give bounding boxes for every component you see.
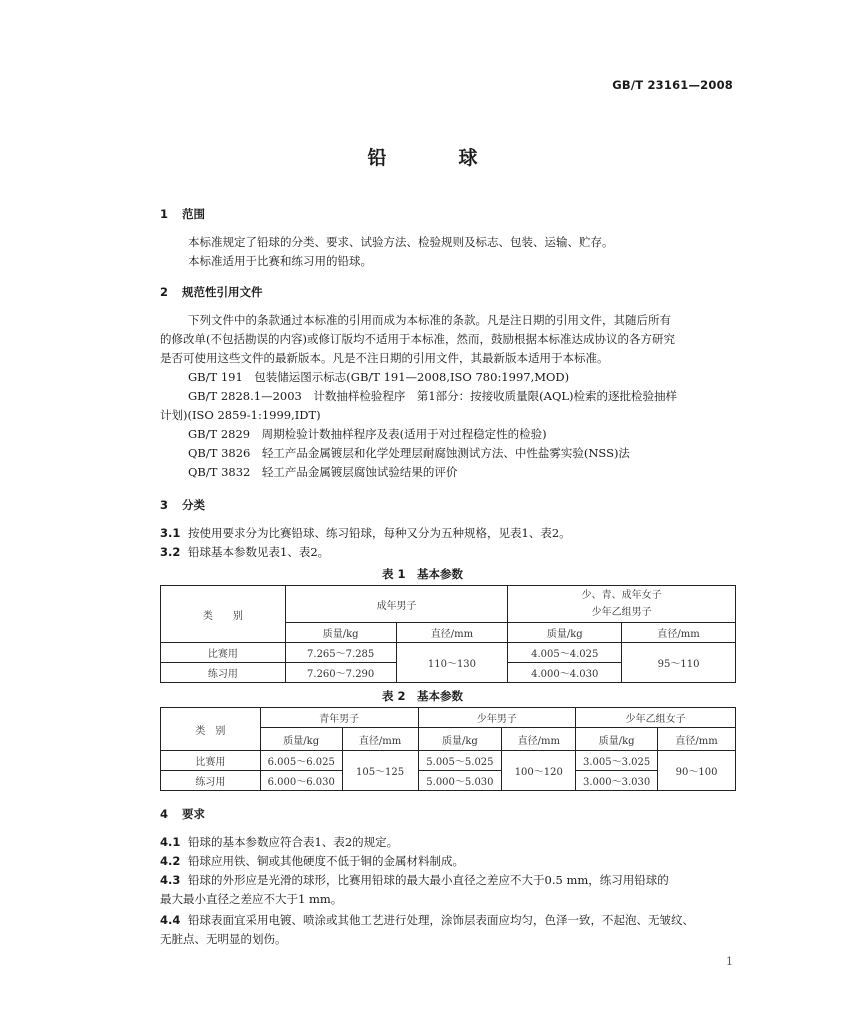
- clause-text: 铅球的外形应是光滑的球形，比赛用铅球的最大最小直径之差应不大于0.5 mm，练习用铅球的: [188, 873, 669, 887]
- clause-text: 铅球表面宜采用电镀、喷涂或其他工艺进行处理，涂饰层表面应均匀，色泽一致，不起泡、无皱纹、: [188, 913, 694, 927]
- mass-value: 3.000～3.030: [576, 771, 658, 791]
- table-2-caption: 表 2 基本参数: [381, 689, 463, 703]
- clause-number: 4.3: [160, 873, 181, 887]
- category-header: 类 别: [161, 586, 286, 643]
- diameter-header: 直径/mm: [502, 728, 576, 751]
- group-header-women-juniors: [508, 586, 736, 623]
- diameter-value: 95～110: [622, 643, 736, 683]
- standard-number: GB/T 23161—2008: [612, 78, 733, 92]
- group-header-line-1: 少、青、成年女子: [581, 590, 662, 601]
- clause-text: 按使用要求分为比赛铅球、练习铅球，每种又分为五种规格，见表1、表2。: [188, 526, 571, 540]
- clause-3-1: [160, 524, 740, 543]
- section-title: 范围: [182, 207, 205, 221]
- clause-text: 铅球的基本参数应符合表1、表2的规定。: [188, 835, 399, 849]
- group-header-adult-men: 成年男子: [285, 586, 508, 623]
- row-label: 比赛用: [161, 751, 261, 771]
- reference-gbt-191: GB/T 191 包装储运图示标志(GB/T 191—2008,ISO 780:1997,MOD): [188, 370, 570, 384]
- reference-qbt-3832: QB/T 3832 轻工产品金属镀层腐蚀试验结果的评价: [188, 465, 458, 479]
- table-2: [160, 707, 736, 791]
- section-2-intro-line-1: 下列文件中的条款通过本标准的引用而成为本标准的条款。凡是注日期的引用文件，其随后所有: [188, 313, 671, 327]
- diameter-value: 105～125: [342, 751, 418, 791]
- reference-qbt-3826: QB/T 3826 轻工产品金属镀层和化学处理层耐腐蚀测试方法、中性盐雾实验(NSS)法: [188, 446, 630, 460]
- clause-text: 铅球应用铁、铜或其他硬度不低于铜的金属材料制成。: [188, 854, 464, 868]
- mass-header: 质量/kg: [260, 728, 342, 751]
- group-header-youth-men: 青年男子: [260, 708, 418, 728]
- row-label: 练习用: [161, 771, 261, 791]
- mass-header: 质量/kg: [285, 623, 396, 643]
- diameter-header: 直径/mm: [396, 623, 508, 643]
- mass-value: 5.000～5.030: [418, 771, 502, 791]
- mass-value: 7.265～7.285: [285, 643, 396, 663]
- section-number: 1: [160, 207, 169, 221]
- section-3-heading: [160, 497, 205, 513]
- clause-number: 3.2: [160, 545, 181, 559]
- section-number: 3: [160, 498, 169, 512]
- group-header-junior-girls-b: 少年乙组女子: [576, 708, 736, 728]
- diameter-header: 直径/mm: [622, 623, 736, 643]
- group-header-line-2: 少年乙组男子: [591, 607, 652, 618]
- section-2-intro-line-2: 的修改单(不包括勘误的内容)或修订版均不适用于本标准，然而，鼓励根据本标准达成协议的各方研究: [160, 332, 675, 346]
- section-2-intro-line-3: 是否可使用这些文件的最新版本。凡是不注日期的引用文件，其最新版本适用于本标准。: [160, 351, 609, 365]
- mass-header: 质量/kg: [576, 728, 658, 751]
- diameter-value: 110～130: [396, 643, 508, 683]
- section-1-paragraph-2: 本标准适用于比赛和练习用的铅球。: [188, 254, 372, 268]
- reference-gbt-2828-line-2: 计划)(ISO 2859-1:1999,IDT): [160, 408, 321, 422]
- diameter-header: 直径/mm: [342, 728, 418, 751]
- mass-value: 3.005～3.025: [576, 751, 658, 771]
- clause-4-4-continued: 无脏点、无明显的划伤。: [160, 932, 287, 946]
- table-1: [160, 585, 736, 683]
- title-char-1: 铅: [367, 147, 387, 169]
- group-header-junior-boys: 少年男子: [418, 708, 576, 728]
- mass-value: 4.005～4.025: [508, 643, 622, 663]
- diameter-value: 90～100: [658, 751, 736, 791]
- clause-3-2: [160, 543, 740, 562]
- clause-4-4: [160, 911, 740, 930]
- document-title: [0, 143, 845, 170]
- section-number: 4: [160, 807, 169, 821]
- section-2-heading: [160, 284, 263, 300]
- row-label: 练习用: [161, 663, 286, 683]
- diameter-value: 100～120: [502, 751, 576, 791]
- table-row: [161, 643, 736, 663]
- category-header: 类 别: [161, 708, 261, 751]
- clause-4-2: [160, 852, 740, 871]
- clause-4-3: [160, 871, 740, 890]
- reference-gbt-2828-line-1: GB/T 2828.1—2003 计数抽样检验程序 第1部分：按接收质量限(AQL)检索的逐批检验抽样: [188, 389, 677, 403]
- clause-4-1: [160, 833, 740, 852]
- title-char-2: 球: [458, 147, 478, 169]
- diameter-header: 直径/mm: [658, 728, 736, 751]
- section-number: 2: [160, 285, 169, 299]
- row-label: 比赛用: [161, 643, 286, 663]
- mass-header: 质量/kg: [508, 623, 622, 643]
- mass-value: 5.005～5.025: [418, 751, 502, 771]
- mass-value: 4.000～4.030: [508, 663, 622, 683]
- page-number: 1: [726, 955, 733, 968]
- section-4-heading: [160, 806, 205, 822]
- mass-value: 7.260～7.290: [285, 663, 396, 683]
- mass-value: 6.000～6.030: [260, 771, 342, 791]
- table-1-caption: 表 1 基本参数: [381, 567, 463, 581]
- clause-text: 铅球基本参数见表1、表2。: [188, 545, 330, 559]
- clause-number: 4.1: [160, 835, 181, 849]
- section-title: 分类: [182, 498, 205, 512]
- table-row: [161, 771, 736, 791]
- clause-4-3-continued: 最大最小直径之差应不大于1 mm。: [160, 892, 343, 906]
- mass-value: 6.005～6.025: [260, 751, 342, 771]
- reference-gbt-2829: GB/T 2829 周期检验计数抽样程序及表(适用于对过程稳定性的检验): [188, 427, 547, 441]
- section-1-heading: [160, 206, 205, 222]
- mass-header: 质量/kg: [418, 728, 502, 751]
- clause-number: 4.4: [160, 913, 181, 927]
- table-row: [161, 751, 736, 771]
- section-1-paragraph-1: 本标准规定了铅球的分类、要求、试验方法、检验规则及标志、包装、运输、贮存。: [188, 235, 614, 249]
- clause-number: 4.2: [160, 854, 181, 868]
- section-title: 要求: [182, 807, 205, 821]
- clause-number: 3.1: [160, 526, 181, 540]
- section-title: 规范性引用文件: [182, 285, 263, 299]
